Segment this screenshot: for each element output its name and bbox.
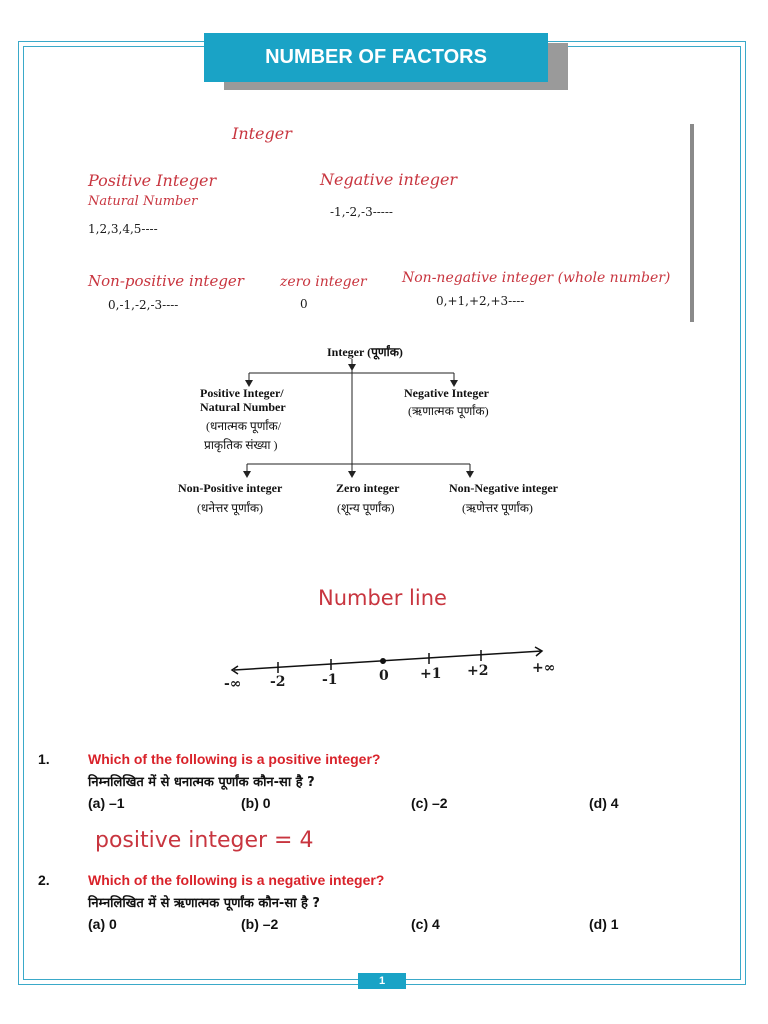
question-2-option-d[interactable]: (d) 1 [589,916,619,932]
note-negative-examples: -1,-2,-3----- [330,205,393,219]
number-line-label-neg2: -2 [270,674,286,690]
question-2-number: 2. [38,872,50,888]
note-positive-examples: 1,2,3,4,5---- [88,222,158,236]
question-1-option-b[interactable]: (b) 0 [241,795,271,811]
note-non-negative-examples: 0,+1,+2,+3---- [436,294,525,308]
number-line-label-neg-infinity: -∞ [224,676,242,692]
number-line-origin-dot [380,658,386,664]
question-2-option-a[interactable]: (a) 0 [88,916,117,932]
tree-right-line1: Negative Integer [404,386,489,400]
tree-left-line2: Natural Number [200,400,286,414]
question-2-option-b[interactable]: (b) –2 [241,916,279,932]
question-2-option-c[interactable]: (c) 4 [411,916,440,932]
note-integers: Integer [232,124,292,143]
question-1-hindi: निम्नलिखित में से धनात्मक पूर्णांक कौन-सा है ? [88,775,315,790]
note-natural-numbers: Natural Number [88,194,198,209]
tree-left-line4: प्राकृतिक संख्या ) [204,438,278,452]
question-1-option-a[interactable]: (a) –1 [88,795,125,811]
note-zero: zero integer [280,274,367,290]
tree-left-line3: (धनात्मक पूर्णांक/ [206,419,282,433]
question-1-option-d[interactable]: (d) 4 [589,795,619,811]
page-title: NUMBER OF FACTORS [204,33,548,82]
tree-bottom2-line2: (शून्य पूर्णांक) [337,501,395,515]
note-zero-example: 0 [300,297,308,311]
question-1-option-c[interactable]: (c) –2 [411,795,448,811]
note-non-negative: Non-negative integer (whole number) [402,270,671,286]
number-line-title: Number line [318,586,447,610]
tree-bottom3-line1: Non-Negative integer [449,481,558,495]
tree-bottom1-line1: Non-Positive integer [178,481,283,495]
question-1-english: Which of the following is a positive integer? [88,751,381,767]
number-line-label-neg1: -1 [322,672,338,688]
tree-root: Integer (पूर्णांक) [327,345,403,359]
note-positive-integer: Positive Integer [88,171,217,190]
number-line-label-pos2: +2 [467,663,489,679]
note-negative-integer: Negative integer [320,170,458,189]
number-line-label-zero: 0 [379,668,389,684]
tree-bottom3-line2: (ऋणेत्तर पूर्णांक) [462,501,533,515]
page-number: 1 [358,973,406,989]
note-non-positive: Non-positive integer [88,272,244,290]
tree-left-line1: Positive Integer/ [200,386,284,400]
question-2-english: Which of the following is a negative integer? [88,872,385,888]
note-non-positive-examples: 0,-1,-2,-3---- [108,298,179,312]
question-1-number: 1. [38,751,50,767]
question-2-hindi: निम्नलिखित में से ऋणात्मक पूर्णांक कौन-सा है ? [88,896,320,911]
tree-bottom2-line1: Zero integer [336,481,400,495]
tree-bottom1-line2: (धनेत्तर पूर्णांक) [197,501,264,515]
question-1-answer-note: positive integer = 4 [95,828,314,853]
tree-right-line2: (ऋणात्मक पूर्णांक) [408,404,489,418]
number-line-label-pos1: +1 [420,666,442,682]
number-line-label-pos-infinity: +∞ [532,660,556,676]
